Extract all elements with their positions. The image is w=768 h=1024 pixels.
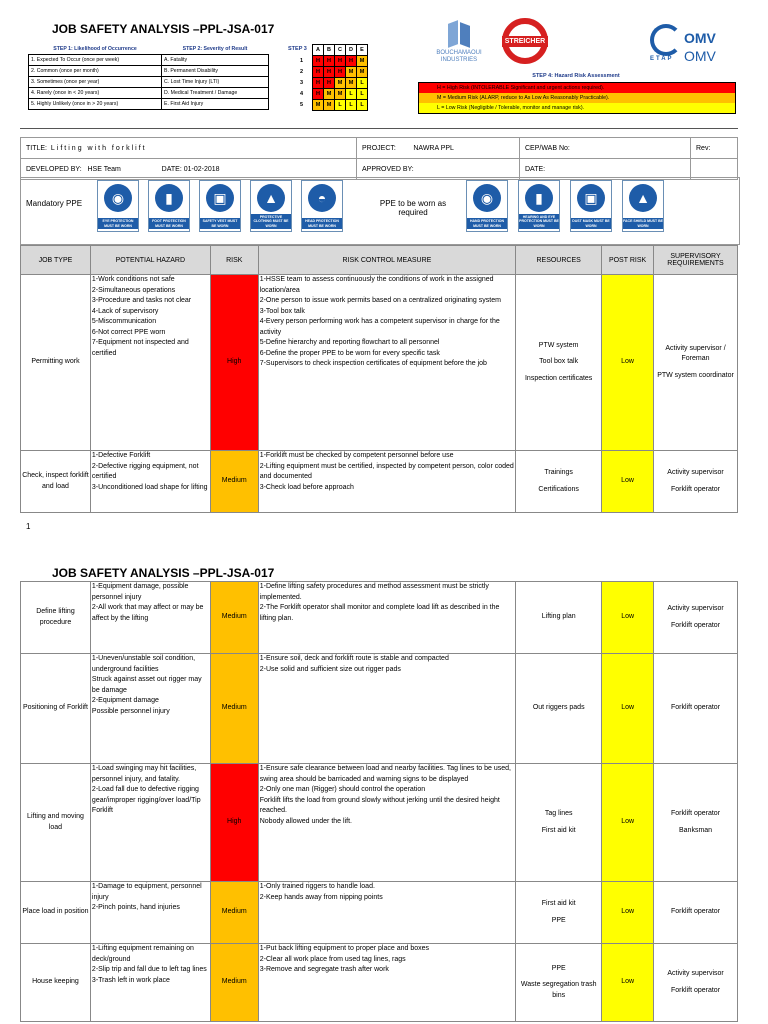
likelihood-item: 1. Expected To Occur (once per week) [29, 55, 162, 66]
supervisory-item: Activity supervisor [667, 469, 724, 476]
matrix-row-number: 1 [300, 58, 304, 64]
risk-cell: Medium [210, 451, 258, 513]
project-cell [357, 138, 520, 159]
title-cell [21, 138, 357, 159]
cell-line: 2-Equipment damage [91, 697, 159, 704]
matrix-cell: L [346, 100, 357, 111]
matrix-cell: L [346, 89, 357, 100]
ppe-sign [622, 180, 664, 232]
project-value: NAWRA PPL [413, 144, 454, 152]
cell-line: 2-Defective rigging equipment, not certified [91, 462, 199, 480]
hazard-cell [90, 275, 210, 451]
bouchamaoui-logo-text: BOUCHAMAOUI INDUSTRIES [436, 50, 482, 63]
cell-line: 2-All work that may affect or may be affect by the lifting [91, 604, 204, 622]
supervisory-item: Banksman [678, 826, 713, 834]
matrix-cell: L [335, 100, 346, 111]
ppe-sign-caption: FOOT PROTECTION MUST BE WORN [149, 218, 189, 229]
column-header: POTENTIAL HAZARD [90, 246, 210, 275]
matrix-cell: H [324, 67, 335, 78]
cell-line: 4-Every person performing work has a competent supervisor in charge for the activity [259, 318, 500, 336]
ppe-sign-icon: ▣ [577, 184, 605, 212]
cell-line: Struck against asset out rigger may be damage [91, 676, 202, 694]
ppe-sign [250, 180, 292, 232]
omv-logo: OMV [684, 30, 716, 46]
step4-title: STEP 4: Hazard Risk Assessment [532, 73, 620, 79]
matrix-cell: H [324, 78, 335, 89]
resources-cell [516, 654, 602, 764]
cell-line: Nobody allowed under the lift. [259, 817, 352, 825]
cell-line: 1-Put back lifting equipment to proper place and boxes [259, 945, 430, 952]
ppe-sign [148, 180, 190, 232]
column-header: RISK CONTROL MEASURE [258, 246, 515, 275]
column-header: JOB TYPE [21, 246, 91, 275]
likelihood-item: 3. Sometimes (once per year) [29, 77, 162, 88]
supervisory-item: Activity supervisor [667, 970, 724, 977]
resource-item: Certifications [538, 485, 579, 493]
resources-cell [516, 764, 602, 882]
hazard-cell [90, 764, 210, 882]
resource-item: Lifting plan [541, 613, 576, 621]
cell-line: Possible personnel injury [91, 707, 170, 715]
cell-line: 1-Defective Forklift [91, 452, 151, 459]
supervisory-item: PTW system coordinator [657, 371, 734, 379]
column-header: POST RISK [602, 246, 654, 275]
control-measure-cell [258, 882, 516, 944]
hazard-cell [90, 944, 210, 1022]
cell-line: 1-Ensure soil, deck and forklift route is stable and compacted [259, 655, 449, 662]
matrix-cell: M [357, 67, 368, 78]
hazard-cell [90, 654, 210, 764]
matrix-cell: M [324, 89, 335, 100]
post-risk-cell: Low [602, 654, 654, 764]
risk-cell: Medium [210, 944, 258, 1022]
risk-cell: High [210, 275, 258, 451]
resources-cell [516, 275, 602, 451]
matrix-cell: M [335, 89, 346, 100]
ppe-sign-caption: FACE SHIELD MUST BE WORN [623, 219, 663, 228]
matrix-cell: H [313, 67, 324, 78]
cell-line: 3-Check load before approach [259, 483, 354, 491]
ppe-sign [199, 180, 241, 232]
post-risk-cell: Low [602, 764, 654, 882]
cell-line: 2-One person to issue work permits based on a centralized originating system [259, 297, 501, 304]
post-risk-cell: Low [602, 882, 654, 944]
ppe-sign [301, 180, 343, 232]
ppe-sign-caption: SAFETY VEST MUST BE WORN [200, 218, 240, 229]
post-risk-cell: Low [602, 944, 654, 1022]
step1-title: STEP 1: Likelihood of Occurrence [53, 46, 137, 52]
table-row [21, 275, 738, 451]
resource-item: Inspection certificates [524, 374, 593, 382]
divider [20, 128, 738, 129]
matrix-cell: L [357, 100, 368, 111]
hazard-cell [90, 882, 210, 944]
supervisory-cell [654, 275, 738, 451]
cell-line: 3-Procedure and tasks not clear [91, 297, 192, 304]
required-ppe-label: PPE to be worn as required [379, 199, 447, 217]
job-type-cell: Check, inspect forklift and load [21, 451, 91, 513]
date-label: DATE: 01-02-2018 [161, 165, 220, 173]
post-risk-cell: Low [602, 451, 654, 513]
job-type-cell: Define lifting procedure [21, 582, 91, 654]
risk-cell: High [210, 764, 258, 882]
ppe-sign-icon: ▮ [525, 184, 553, 212]
jsa-table-page2 [20, 581, 738, 1022]
ppe-sign-caption: PROTECTIVE CLOTHING MUST BE WORN [251, 214, 291, 230]
mandatory-ppe-label: Mandatory PPE [26, 199, 83, 208]
cell-line: 1-Work conditions not safe [91, 276, 175, 283]
matrix-cell: M [346, 78, 357, 89]
control-measure-cell [258, 582, 516, 654]
cell-line: 3-Remove and segregate trash after work [259, 966, 389, 973]
risk-cell: Medium [210, 654, 258, 764]
cell-line: 5-Miscommunication [91, 318, 157, 325]
supervisory-item: Forklift operator [671, 810, 721, 817]
cep-label: CEP/WAB No: [520, 138, 691, 159]
control-measure-cell [258, 451, 515, 513]
matrix-cell: M [335, 78, 346, 89]
resource-item: Trainings [544, 469, 573, 476]
legend-high: H = High Risk (INTOLERABLE Significant and urgent actions required). [419, 83, 735, 93]
cell-line: 1-Uneven/unstable soil condition, underground facilities [91, 655, 196, 673]
resource-item: Tag lines [544, 810, 573, 817]
matrix-cell: H [313, 89, 324, 100]
approved-label: APPROVED BY: [357, 159, 520, 180]
ppe-sign-caption: HEAD PROTECTION MUST BE WORN [302, 218, 342, 229]
matrix-col-header: E [357, 45, 368, 56]
supervisory-item: Forklift operator [671, 621, 721, 629]
hazard-cell [90, 582, 210, 654]
ppe-sign [570, 180, 612, 232]
risk-matrix [312, 44, 368, 111]
matrix-row-number: 4 [300, 91, 304, 97]
title-label: TITLE: [26, 144, 48, 152]
developed-value: HSE Team [87, 165, 121, 173]
severity-item: E. First Aid Injury [162, 99, 269, 110]
table-row [21, 654, 738, 764]
table-row [21, 944, 738, 1022]
title-value: Lifting with forklift [50, 144, 147, 152]
matrix-cell: H [313, 56, 324, 67]
cell-line: 2-Only one man (Rigger) should control the operation [259, 786, 426, 793]
post-risk-cell: Low [602, 275, 654, 451]
cell-line: 2-Clear all work place from used tag lines, rags [259, 955, 406, 963]
resource-item: PPE [551, 964, 566, 972]
supervisory-cell [654, 764, 738, 882]
column-header: RESOURCES [516, 246, 602, 275]
table-row [21, 764, 738, 882]
cell-line: 4-Lack of supervisory [91, 307, 159, 315]
matrix-cell: H [346, 56, 357, 67]
date2-label: DATE: [520, 159, 691, 180]
cell-line: 1-Ensure safe clearance between load and nearby facilities. Tag lines to be used, swing area should be barricaded and warning signs to be displayed [259, 765, 511, 783]
column-header: SUPERVISORY REQUIREMENTS [654, 246, 738, 275]
cell-line: 1-HSSE team to assess continuously the conditions of work in the assigned location/area [259, 276, 494, 294]
likelihood-item: 4. Rarely (once in < 20 years) [29, 88, 162, 99]
cell-line: 1-Load swinging may hit facilities, personnel injury, and fatality. [91, 765, 197, 783]
cell-line: 7-Equipment not inspected and certified [91, 339, 189, 357]
likelihood-item: 2. Common (once per month) [29, 66, 162, 77]
ppe-sign-caption: DUST MASK MUST BE WORN [572, 219, 610, 228]
resources-cell [516, 882, 602, 944]
column-header: RISK [210, 246, 258, 275]
ppe-sign-icon: ▮ [155, 184, 183, 212]
matrix-cell: M [357, 56, 368, 67]
project-label: PROJECT: [362, 144, 396, 152]
streicher-logo [502, 18, 548, 64]
etap-logo [648, 24, 680, 64]
cell-line: Forklift lifts the load from ground slowly without jerking until the desired height reached. [259, 796, 500, 814]
cell-line: 3-Tool box talk [259, 307, 305, 315]
resources-cell [516, 944, 602, 1022]
resource-item: Out riggers pads [532, 704, 585, 712]
cell-line: 1-Lifting equipment remaining on deck/ground [91, 945, 194, 963]
post-risk-cell: Low [602, 582, 654, 654]
supervisory-item: Forklift operator [671, 908, 721, 916]
ppe-sign-icon: ◉ [473, 184, 501, 212]
cell-line: 3-Trash left in work place [91, 976, 170, 984]
cell-line: 6-Define the proper PPE to be worn for every specific task [259, 349, 440, 357]
matrix-cell: H [335, 56, 346, 67]
severity-item: A. Fatality [162, 55, 269, 66]
severity-item: D. Medical Treatment / Damage [162, 88, 269, 99]
resource-item: First aid kit [541, 826, 576, 834]
resource-item: Waste segregation trash bins [520, 981, 597, 999]
matrix-row-number: 3 [300, 80, 304, 86]
control-measure-cell [258, 764, 516, 882]
supervisory-item: Forklift operator [670, 485, 721, 493]
rev-label: Rev: [691, 138, 738, 159]
matrix-cell: H [324, 56, 335, 67]
supervisory-cell [654, 582, 738, 654]
resources-cell [516, 582, 602, 654]
ppe-sign-icon: ▣ [206, 184, 234, 212]
matrix-col-header: D [346, 45, 357, 56]
ppe-sign [518, 180, 560, 232]
cell-line: 3-Unconditioned load shape for lifting [91, 483, 208, 491]
matrix-cell: M [346, 67, 357, 78]
page-number: 1 [26, 522, 31, 531]
risk-cell: Medium [210, 582, 258, 654]
resource-item: Tool box talk [539, 358, 579, 366]
supervisory-item: Activity supervisor / Foreman [665, 344, 726, 363]
ppe-sign-caption: HEARING AND EYE PROTECTION MUST BE WORN [519, 214, 559, 228]
matrix-cell: M [313, 100, 324, 111]
matrix-col-header: C [335, 45, 346, 56]
job-type-cell: Place load in position [21, 882, 91, 944]
info-table [20, 137, 738, 180]
matrix-cell: M [324, 100, 335, 111]
bouchamaoui-logo [418, 22, 500, 68]
control-measure-cell [258, 944, 516, 1022]
resources-cell [516, 451, 602, 513]
cell-line: 1-Forklift must be checked by competent personnel before use [259, 452, 454, 459]
cell-line: 1-Define lifting safety procedures and method assessment must be strictly implemented. [259, 583, 489, 601]
matrix-cell: H [313, 78, 324, 89]
document-title: JOB SAFETY ANALYSIS –PPL-JSA-017 [52, 22, 275, 36]
developed-label: DEVELOPED BY: [26, 165, 82, 173]
table-row [21, 582, 738, 654]
job-type-cell: Permitting work [21, 275, 91, 451]
matrix-cell: L [357, 78, 368, 89]
supervisory-item: Forklift operator [671, 704, 721, 712]
resource-item: First aid kit [541, 900, 576, 907]
resource-item: PTW system [538, 341, 579, 349]
legend-medium: M = Medium Risk (ALARP, reduce to As Low As Reasonably Practicable). [419, 93, 735, 103]
streicher-logo-text: STREICHER [502, 36, 548, 47]
ppe-sign-caption: HAND PROTECTION MUST BE WORN [467, 218, 507, 229]
likelihood-severity-table [28, 44, 269, 110]
severity-item: C. Lost Time Injury (LTI) [162, 77, 269, 88]
cell-line: 1-Equipment damage, possible personnel injury [91, 583, 189, 601]
cell-line: 7-Supervisors to check inspection certificates of equipment before the job [259, 360, 487, 367]
ppe-sign-icon: ◓ [308, 184, 336, 212]
control-measure-cell [258, 275, 515, 451]
jsa-table-page1 [20, 245, 738, 513]
supervisory-item: Forklift operator [671, 986, 721, 994]
job-type-cell: House keeping [21, 944, 91, 1022]
cell-line: 2-Pinch points, hand injuries [91, 904, 180, 911]
matrix-col-header: A [313, 45, 324, 56]
ppe-sign-icon: ▲ [257, 184, 285, 212]
table-row [21, 451, 738, 513]
etap-logo-text: ETAP [650, 56, 674, 62]
supervisory-item: Activity supervisor [667, 605, 724, 612]
cell-line: 2-Use solid and sufficient size out rigger pads [259, 665, 401, 673]
resource-item: PPE [551, 916, 566, 924]
matrix-cell: H [335, 67, 346, 78]
ppe-sign-caption: EYE PROTECTION MUST BE WORN [98, 218, 138, 229]
job-type-cell: Positioning of Forklift [21, 654, 91, 764]
hazard-risk-legend [418, 82, 736, 114]
matrix-cell: L [357, 89, 368, 100]
cell-line: 2-Slip trip and fall due to left tag lines [91, 966, 207, 973]
cell-line: 2-Lifting equipment must be certified, inspected by competent person, color coded and documented [259, 462, 514, 480]
likelihood-item: 5. Highly Unlikely (once in > 20 years) [29, 99, 162, 110]
ppe-sign [466, 180, 508, 232]
supervisory-cell [654, 944, 738, 1022]
job-type-cell: Lifting and moving load [21, 764, 91, 882]
step3-title: STEP 3 [288, 46, 307, 52]
cell-line: 1-Damage to equipment, personnel injury [91, 883, 202, 901]
matrix-row-number: 5 [300, 102, 304, 108]
ppe-sign-icon: ▲ [629, 184, 657, 212]
ppe-sign-icon: ◉ [104, 184, 132, 212]
table-row [21, 882, 738, 944]
supervisory-cell [654, 451, 738, 513]
matrix-col-header: B [324, 45, 335, 56]
cell-line: 2-The Forklift operator shall monitor and complete load lift as described in the lifting plan. [259, 604, 500, 622]
cell-line: 5-Define hierarchy and reporting flowchart to all personnel [259, 339, 440, 346]
cell-line: 2-Simultaneous operations [91, 286, 176, 294]
document-title-page2: JOB SAFETY ANALYSIS –PPL-JSA-017 [52, 566, 275, 580]
hazard-cell [90, 451, 210, 513]
step2-title: STEP 2: Severity of Result [182, 46, 248, 52]
supervisory-cell [654, 654, 738, 764]
matrix-row-number: 2 [300, 69, 304, 75]
legend-low: L = Low Risk (Negligible / Tolerable, monitor and manage risk). [419, 103, 735, 113]
ppe-sign [97, 180, 139, 232]
severity-item: B. Permanent Disability [162, 66, 269, 77]
cell-line: 1-Only trained riggers to handle load. [259, 883, 375, 890]
cell-line: 2-Load fall due to defective rigging gear/improper rigging/over load/Tip Forklift [91, 786, 201, 814]
control-measure-cell [258, 654, 516, 764]
supervisory-cell [654, 882, 738, 944]
risk-cell: Medium [210, 882, 258, 944]
cell-line: 6-Not correct PPE worn [91, 328, 166, 336]
omv-logo-text: OMV [684, 48, 716, 64]
matrix-row-numbers [300, 56, 308, 111]
cell-line: 2-Keep hands away from nipping points [259, 893, 383, 901]
